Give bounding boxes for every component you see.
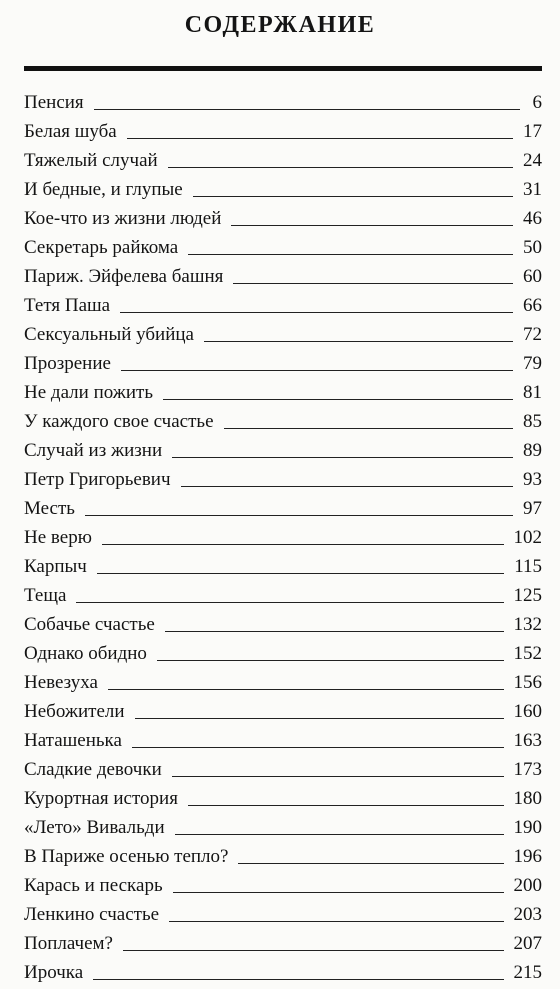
toc-entry-page-number: 85 [523,411,542,432]
toc-entry-page-number: 93 [523,469,542,490]
toc-entry-page-number: 156 [513,672,542,693]
toc-entry-page-number: 173 [513,759,542,780]
toc-entry [24,405,542,434]
toc-entry-title: Петр Григорьевич [24,469,171,490]
toc-entry-title: Париж. Эйфелева башня [24,266,224,287]
toc-leader-line [188,254,513,255]
toc-entry-page-number: 81 [523,382,542,403]
toc-entry-page-number: 200 [513,875,542,896]
toc-entry-title: Теща [24,585,67,606]
toc-leader-line [93,979,503,980]
toc-leader-line [121,370,513,371]
toc-entry [24,608,542,637]
toc-entry-title: Наташенька [24,730,122,751]
toc-entry-title: Не дали пожить [24,382,154,403]
toc-leader-line [120,312,513,313]
toc-entry-title: Прозрение [24,353,111,374]
toc-entry-page-number: 203 [513,904,542,925]
toc-entry-title: Случай из жизни [24,440,163,461]
toc-entry [24,666,542,695]
toc-entry-title: Карась и пескарь [24,875,163,896]
toc-entry [24,898,542,927]
toc-leader-line [157,660,504,661]
table-of-contents [24,86,542,985]
toc-entry-title: Не верю [24,527,92,548]
toc-entry [24,434,542,463]
toc-entry-page-number: 132 [513,614,542,635]
toc-leader-line [127,138,513,139]
toc-entry-title: Кое-что из жизни людей [24,208,222,229]
toc-leader-line [94,109,520,110]
toc-entry [24,144,542,173]
toc-entry-page-number: 60 [523,266,542,287]
toc-leader-line [165,631,504,632]
toc-entry [24,318,542,347]
toc-entry-page-number: 79 [523,353,542,374]
toc-leader-line [108,689,504,690]
toc-entry-page-number: 46 [523,208,542,229]
toc-entry [24,956,542,985]
toc-entry-page-number: 66 [523,295,542,316]
toc-entry-title: Сексуальный убийца [24,324,194,345]
page-title: СОДЕРЖАНИЕ [184,12,376,38]
toc-leader-line [123,950,504,951]
toc-entry-title: Белая шуба [24,121,117,142]
toc-entry [24,173,542,202]
toc-leader-line [193,196,513,197]
toc-leader-line [135,718,504,719]
toc-entry-page-number: 17 [523,121,542,142]
toc-entry-title: Ирочка [24,962,84,983]
toc-entry [24,492,542,521]
toc-entry-title: Небожители [24,701,125,722]
toc-leader-line [172,776,504,777]
toc-entry [24,811,542,840]
toc-entry-page-number: 180 [513,788,542,809]
toc-entry-page-number: 115 [514,556,542,577]
toc-entry [24,202,542,231]
toc-entry-page-number: 72 [523,324,542,345]
toc-entry-page-number: 24 [523,150,542,171]
toc-entry-page-number: 163 [513,730,542,751]
toc-leader-line [169,921,503,922]
toc-leader-line [172,457,513,458]
toc-entry-title: У каждого свое счастье [24,411,214,432]
toc-leader-line [231,225,513,226]
toc-leader-line [238,863,503,864]
toc-entry [24,782,542,811]
toc-entry [24,869,542,898]
toc-entry-page-number: 97 [523,498,542,519]
toc-entry-page-number: 102 [513,527,542,548]
toc-entry-page-number: 31 [523,179,542,200]
toc-entry [24,86,542,115]
toc-leader-line [97,573,504,574]
toc-leader-line [188,805,504,806]
toc-entry-title: Ленкино счастье [24,904,160,925]
toc-entry-page-number: 190 [513,817,542,838]
toc-entry-page-number: 125 [513,585,542,606]
toc-leader-line [181,486,513,487]
toc-entry-title: «Лето» Вивальди [24,817,165,838]
toc-entry-title: Тетя Паша [24,295,111,316]
toc-entry-page-number: 6 [532,92,542,113]
toc-leader-line [233,283,513,284]
toc-leader-line [175,834,504,835]
toc-entry [24,724,542,753]
toc-entry-title: Месть [24,498,75,519]
toc-leader-line [76,602,503,603]
toc-leader-line [132,747,504,748]
toc-entry-title: Собачье счастье [24,614,155,635]
toc-entry-page-number: 50 [523,237,542,258]
toc-entry-page-number: 207 [513,933,542,954]
toc-entry [24,637,542,666]
toc-entry-title: Однако обидно [24,643,147,664]
toc-entry-page-number: 215 [513,962,542,983]
toc-entry [24,753,542,782]
toc-entry-page-number: 152 [513,643,542,664]
toc-entry-title: Тяжелый случай [24,150,158,171]
toc-entry-title: В Париже осенью тепло? [24,846,229,867]
toc-entry [24,231,542,260]
toc-entry-title: И бедные, и глупые [24,179,183,200]
toc-entry [24,376,542,405]
toc-leader-line [204,341,513,342]
toc-leader-line [102,544,504,545]
toc-entry [24,840,542,869]
toc-leader-line [85,515,513,516]
toc-entry-page-number: 89 [523,440,542,461]
toc-leader-line [168,167,513,168]
title-divider [24,66,542,71]
toc-leader-line [224,428,513,429]
toc-entry-title: Курортная история [24,788,178,809]
toc-entry [24,289,542,318]
toc-leader-line [163,399,513,400]
toc-entry [24,463,542,492]
toc-entry-title: Пенсия [24,92,84,113]
toc-leader-line [173,892,504,893]
toc-entry-title: Карпыч [24,556,87,577]
toc-entry-title: Сладкие девочки [24,759,162,780]
toc-entry-title: Невезуха [24,672,98,693]
toc-entry-page-number: 196 [513,846,542,867]
toc-entry [24,550,542,579]
toc-entry [24,115,542,144]
toc-entry [24,347,542,376]
toc-entry-title: Секретарь райкома [24,237,179,258]
toc-entry [24,927,542,956]
toc-entry-title: Поплачем? [24,933,113,954]
toc-entry [24,579,542,608]
toc-entry [24,260,542,289]
toc-entry [24,695,542,724]
toc-entry [24,521,542,550]
toc-entry-page-number: 160 [513,701,542,722]
